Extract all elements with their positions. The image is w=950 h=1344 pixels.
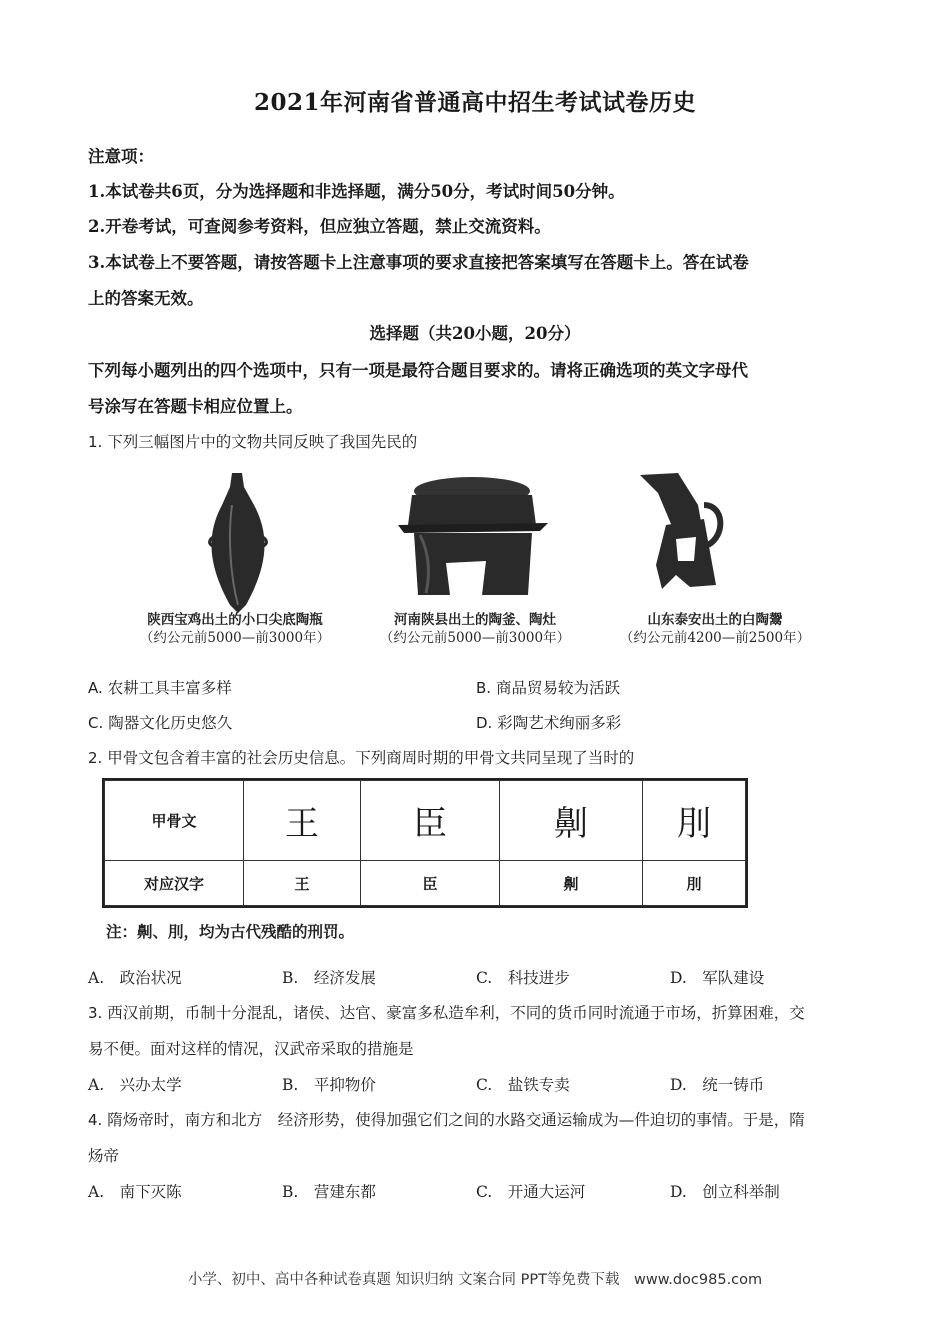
oracle-glyph-yue: 刖	[643, 781, 746, 861]
question-2-option-d[interactable]: D. 军队建设	[670, 969, 765, 987]
question-1-option-b[interactable]: B. 商品贸易较为活跃	[476, 679, 621, 697]
oracle-glyph-yi: 劓	[500, 781, 643, 861]
page-title: 2021年河南省普通高中招生考试试卷历史	[253, 89, 696, 116]
page-footer: 小学、初中、高中各种试卷真题 知识归纳 文案合同 PPT等免费下载 www.doc985.com	[187, 1272, 763, 1288]
question-4-option-d[interactable]: D. 创立科举制	[670, 1183, 780, 1201]
question-2-option-b[interactable]: B. 经济发展	[282, 969, 376, 987]
table-cell: 劓	[500, 861, 643, 906]
notice-item-1: 1.本试卷共6页，分为选择题和非选择题，满分50分，考试时间50分钟。	[88, 182, 625, 201]
question-1-option-d[interactable]: D. 彩陶艺术绚丽多彩	[476, 714, 622, 732]
artifact-date: （约公元前5000—前3000年）	[379, 630, 571, 646]
question-4-option-a[interactable]: A. 南下灭陈	[88, 1183, 182, 1201]
question-2-option-c[interactable]: C. 科技进步	[476, 969, 570, 987]
question-4-option-c[interactable]: C. 开通大运河	[476, 1183, 586, 1201]
table-cell: 臣	[361, 861, 500, 906]
notice-heading: 注意项：	[88, 147, 154, 166]
question-3-option-c[interactable]: C. 盐铁专卖	[476, 1076, 570, 1094]
oracle-bone-table	[102, 778, 748, 908]
question-1-option-c[interactable]: C. 陶器文化历史悠久	[88, 714, 233, 732]
oracle-glyph-wang: 王	[244, 781, 361, 861]
question-4-option-b[interactable]: B. 营建东都	[282, 1183, 376, 1201]
question-3-stem: 3. 西汉前期，币制十分混乱，诸侯、达官、豪富多私造牟利，不同的货币同时流通于市场，折算困难，交	[88, 1004, 805, 1022]
artifact-pointed-bottle	[120, 465, 350, 655]
notice-item-3-cont: 上的答案无效。	[88, 289, 204, 308]
question-number: 4.	[88, 1111, 103, 1129]
question-3-option-d[interactable]: D. 统一铸币	[670, 1076, 765, 1094]
table-cell: 刖	[643, 861, 746, 906]
artifact-white-gui	[600, 465, 830, 655]
section-heading: 选择题（共20小题，20分）	[369, 324, 581, 343]
question-3-option-a[interactable]: A. 兴办太学	[88, 1076, 182, 1094]
oracle-glyph-chen: 臣	[361, 781, 500, 861]
table-note: 注：劓、刖，均为古代残酷的刑罚。	[106, 922, 355, 941]
table-row-header: 对应汉字	[105, 861, 244, 906]
artifact-date: （约公元前5000—前3000年）	[139, 630, 331, 646]
artifact-pot-stove	[360, 465, 590, 655]
question-number: 2.	[88, 749, 103, 767]
question-2-stem: 2. 甲骨文包含着丰富的社会历史信息。下列商周时期的甲骨文共同呈现了当时的	[88, 749, 635, 767]
question-3-option-b[interactable]: B. 平抑物价	[282, 1076, 376, 1094]
question-1-stem: 1. 下列三幅图片中的文物共同反映了我国先民的	[88, 433, 418, 451]
table-cell: 王	[244, 861, 361, 906]
question-4-stem: 4. 隋炀帝时，南方和北方 经济形势，使得加强它们之间的水路交通运输成为—件迫切的事情。于是，隋	[88, 1111, 805, 1129]
question-2-option-a[interactable]: A. 政治状况	[88, 969, 182, 987]
artifact-date: （约公元前4200—前2500年）	[619, 630, 811, 646]
question-3-stem-cont: 易不便。面对这样的情况，汉武帝采取的措施是	[88, 1040, 414, 1058]
section-instruction-2: 号涂写在答题卡相应位置上。	[88, 397, 303, 416]
notice-item-3: 3.本试卷上不要答题，请按答题卡上注意事项的要求直接把答案填写在答题卡上。答在试卷	[88, 253, 749, 272]
section-instruction-1: 下列每小题列出的四个选项中，只有一项是最符合题目要求的。请将正确选项的英文字母代	[88, 361, 748, 380]
question-1-figure	[120, 465, 820, 655]
artifact-caption: 山东泰安出土的白陶鬶	[647, 612, 783, 628]
artifact-caption: 陕西宝鸡出土的小口尖底陶瓶	[147, 612, 323, 628]
question-4-stem-cont: 炀帝	[88, 1147, 120, 1165]
artifact-caption: 河南陕县出土的陶釜、陶灶	[394, 612, 556, 628]
question-1-option-a[interactable]: A. 农耕工具丰富多样	[88, 679, 232, 697]
table-row-header: 甲骨文	[105, 781, 244, 861]
question-number: 1.	[88, 433, 103, 451]
question-number: 3.	[88, 1004, 103, 1022]
notice-item-2: 2.开卷考试，可查阅参考资料，但应独立答题，禁止交流资料。	[88, 217, 551, 236]
